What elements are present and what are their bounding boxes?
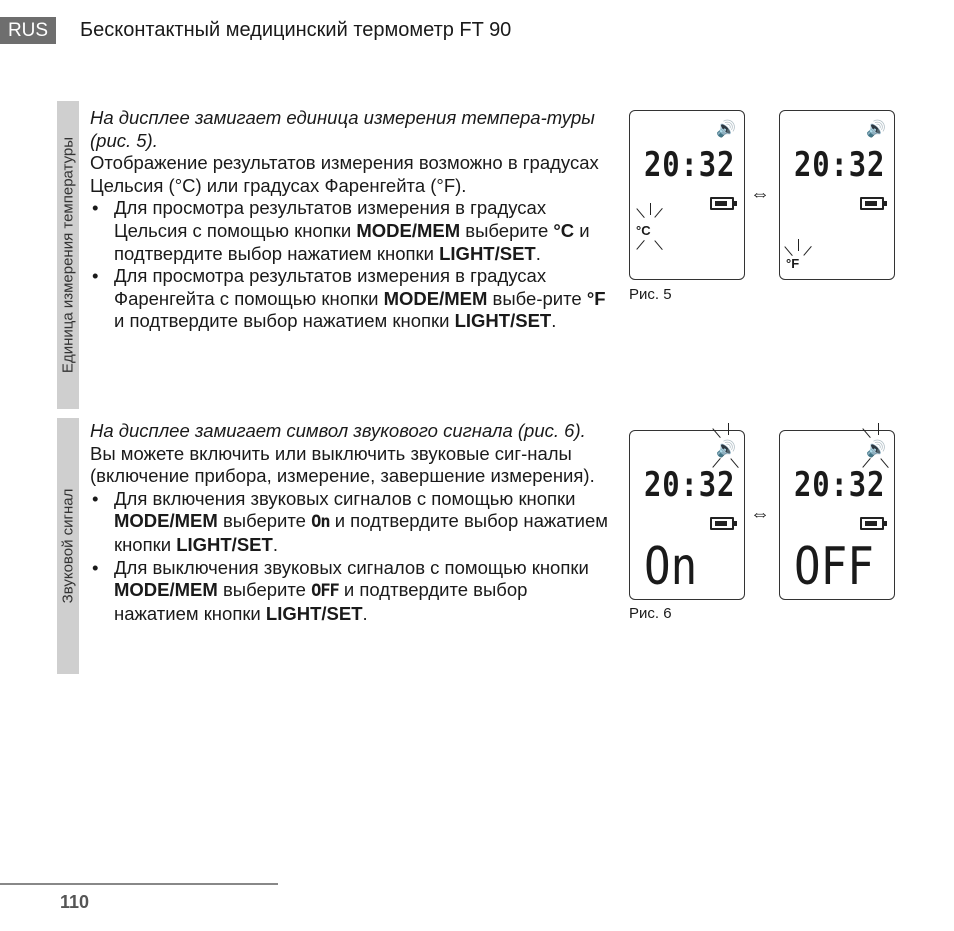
section-unit (90, 107, 612, 333)
txt: и подтвердите выбор нажатием кнопки (114, 579, 528, 624)
key-mode-mem: MODE/MEM (114, 579, 218, 601)
bullet-dot: • (92, 556, 99, 578)
section-unit-intro: На дисплее замигает единица измерения темпера-туры (рис. 5). (90, 107, 595, 151)
blink-ray (650, 203, 651, 215)
blink-ray (636, 240, 645, 250)
bullet-fahrenheit (90, 265, 612, 333)
txt: Для включения звуковых сигналов с помощью кнопки (114, 487, 576, 509)
bullet-dot: • (92, 197, 99, 219)
battery-icon (710, 197, 734, 210)
blink-ray (803, 246, 812, 256)
txt: и подтвердите выбор нажатием кнопки (114, 510, 608, 555)
page-number: 110 (60, 892, 90, 912)
key-mode-mem: MODE/MEM (383, 287, 488, 309)
txt: . (535, 242, 541, 264)
blink-ray (784, 246, 793, 256)
lcd-time: 20:32 (644, 145, 736, 185)
lcd-sound-on (629, 430, 745, 600)
blink-ray (654, 208, 663, 218)
battery-icon (860, 197, 884, 210)
blink-ray (878, 423, 879, 435)
footer-divider (0, 883, 278, 885)
txt: выберите (217, 579, 312, 601)
key-celsius: °C (553, 219, 575, 241)
txt: . (551, 310, 557, 332)
segment-off: OFF (311, 581, 339, 602)
txt: Для просмотра результатов измерения в градусах Цельсия с помощью кнопки (114, 197, 547, 241)
lcd-unit-celsius: °C (636, 223, 651, 238)
lcd-sound-off-value: OFF (794, 537, 874, 597)
blink-ray (728, 423, 729, 435)
language-badge: RUS (0, 17, 56, 44)
figure-6-caption: Рис. 6 (629, 605, 672, 622)
section-sound-intro: На дисплее замигает символ звукового сигнала (рис. 6). (90, 420, 586, 441)
document-title: Бесконтактный медицинский термометр FT 90 (80, 19, 512, 41)
lcd-fahrenheit (779, 110, 895, 280)
battery-icon (710, 517, 734, 530)
section-sound (90, 420, 612, 625)
swap-arrow: ⇔ (750, 503, 770, 525)
key-light-set: LIGHT/SET (454, 310, 552, 332)
key-light-set: LIGHT/SET (176, 533, 273, 555)
swap-arrow: ⇔ (750, 183, 770, 205)
lcd-unit-fahrenheit: °F (786, 256, 800, 271)
battery-icon (860, 517, 884, 530)
txt: и подтвердите выбор нажатием кнопки (114, 219, 590, 264)
side-tab-sound (57, 418, 79, 674)
speaker-icon: 🔊 (716, 441, 736, 458)
blink-ray (862, 428, 871, 438)
lcd-time: 20:32 (644, 465, 736, 505)
txt: . (362, 602, 368, 624)
txt: выберите (460, 219, 554, 241)
bullet-sound-off (90, 557, 612, 626)
segment-on: On (311, 512, 330, 533)
txt: . (272, 533, 278, 555)
figure-5-caption: Рис. 5 (629, 286, 672, 303)
blink-ray (712, 428, 721, 438)
lcd-time: 20:32 (794, 145, 886, 185)
key-fahrenheit: °F (586, 287, 606, 309)
key-mode-mem: MODE/MEM (356, 219, 461, 241)
bullet-dot: • (92, 265, 99, 287)
bullet-dot: • (92, 487, 99, 509)
key-mode-mem: MODE/MEM (114, 510, 218, 532)
side-tab-unit-label: Единица измерения температуры (59, 136, 77, 374)
txt: выберите (217, 510, 312, 532)
side-tab-sound-label: Звуковой сигнал (59, 488, 77, 604)
txt: и подтвердите выбор нажатием кнопки (114, 310, 455, 332)
section-unit-text: Отображение результатов измерения возможно в градусах Цельсия (°C) или градусах Фаренгейта (°F). (90, 152, 599, 196)
key-light-set: LIGHT/SET (439, 242, 536, 264)
lcd-sound-on-value: On (644, 537, 698, 597)
blink-ray (798, 239, 799, 251)
txt: Для выключения звуковых сигналов с помощью кнопки (114, 556, 589, 578)
speaker-icon: 🔊 (866, 441, 886, 458)
txt: выбе-рите (487, 287, 587, 309)
bullet-celsius (90, 197, 612, 265)
lcd-sound-off (779, 430, 895, 600)
txt: Для просмотра результатов измерения в градусах Фаренгейта с помощью кнопки (114, 265, 547, 309)
section-sound-text: Вы можете включить или выключить звуковые сиг-налы (включение прибора, измерение, завершение измерения). (90, 442, 595, 487)
speaker-icon: 🔊 (866, 121, 886, 138)
blink-ray (654, 240, 663, 250)
blink-ray (636, 208, 645, 218)
side-tab-unit (57, 101, 79, 409)
bullet-sound-on (90, 488, 612, 557)
speaker-icon: 🔊 (716, 121, 736, 138)
key-light-set: LIGHT/SET (265, 602, 363, 624)
lcd-time: 20:32 (794, 465, 886, 505)
lcd-celsius (629, 110, 745, 280)
